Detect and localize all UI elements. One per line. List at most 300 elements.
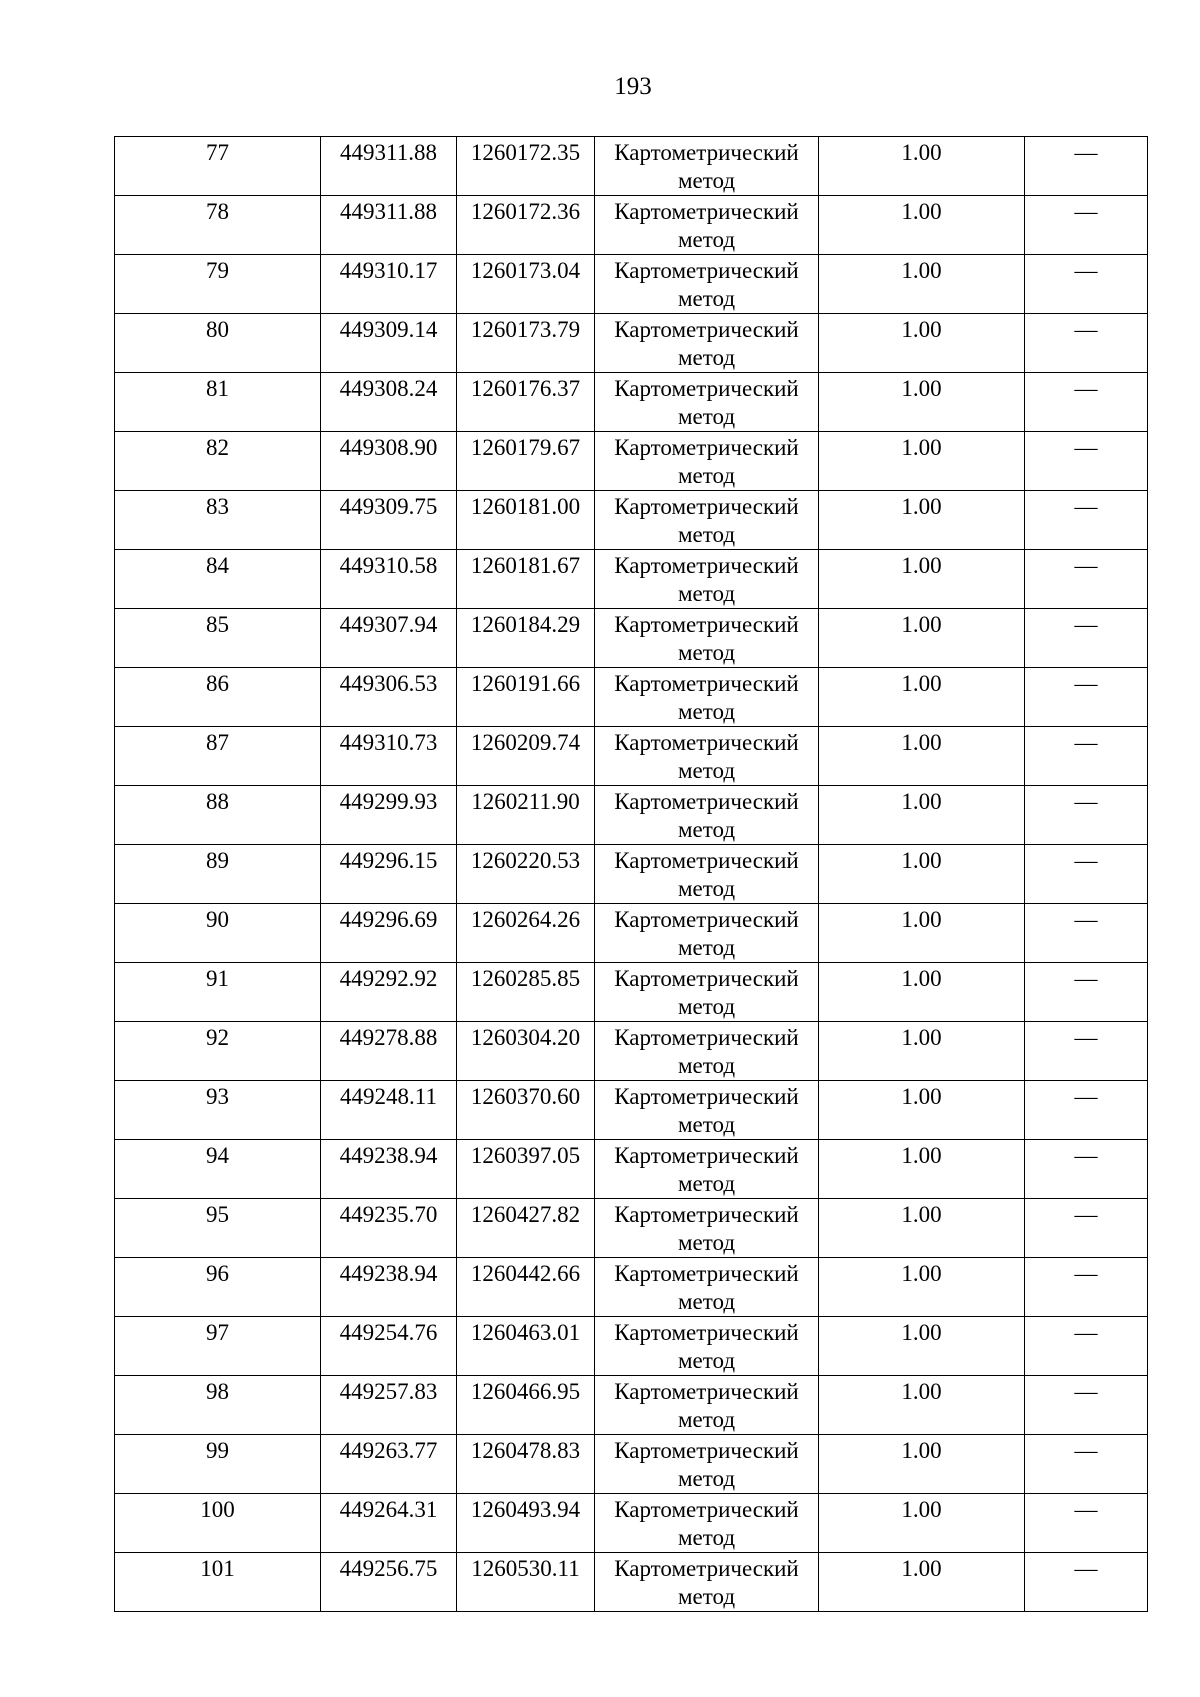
y-coordinate: 1260181.67 (470, 553, 581, 578)
description-cell (1025, 1494, 1148, 1553)
y-coordinate-cell (457, 609, 595, 668)
y-coordinate-cell (457, 373, 595, 432)
method-line-1: Картометрический (614, 671, 799, 696)
accuracy: 1.00 (901, 1202, 942, 1227)
x-coordinate: 449310.58 (339, 553, 438, 578)
y-coordinate: 1260466.95 (470, 1379, 581, 1404)
point-number: 92 (206, 1025, 229, 1050)
method-cell (595, 1553, 819, 1612)
x-coordinate-cell (321, 196, 457, 255)
y-coordinate: 1260209.74 (470, 730, 581, 755)
x-coordinate-cell (321, 786, 457, 845)
x-coordinate: 449310.17 (339, 258, 438, 283)
table-row (115, 845, 1148, 904)
method-line-2: метод (677, 227, 736, 252)
method-line-2: метод (677, 168, 736, 193)
point-number: 78 (206, 199, 229, 224)
accuracy: 1.00 (901, 376, 942, 401)
y-coordinate-cell (457, 1494, 595, 1553)
point-number: 96 (206, 1261, 229, 1286)
x-coordinate: 449238.94 (339, 1261, 438, 1286)
method-line-2: метод (677, 404, 736, 429)
y-coordinate: 1260173.04 (470, 258, 581, 283)
method-line-2: метод (677, 1171, 736, 1196)
x-coordinate: 449311.88 (340, 199, 437, 224)
y-coordinate-cell (457, 196, 595, 255)
accuracy: 1.00 (901, 1438, 942, 1463)
y-coordinate: 1260264.26 (470, 907, 581, 932)
x-coordinate: 449296.69 (339, 907, 438, 932)
x-coordinate-cell (321, 373, 457, 432)
x-coordinate: 449311.88 (340, 140, 437, 165)
method-line-2: метод (677, 758, 736, 783)
accuracy: 1.00 (901, 1025, 942, 1050)
table-row (115, 1199, 1148, 1258)
method-line-1: Картометрический (614, 1084, 799, 1109)
y-coordinate: 1260442.66 (470, 1261, 581, 1286)
method-cell (595, 550, 819, 609)
y-coordinate-cell (457, 137, 595, 196)
x-coordinate: 449256.75 (339, 1556, 438, 1581)
description-cell (1025, 314, 1148, 373)
x-coordinate: 449296.15 (339, 848, 438, 873)
x-coordinate: 449306.53 (339, 671, 438, 696)
accuracy-cell (819, 1199, 1025, 1258)
accuracy-cell (819, 1022, 1025, 1081)
accuracy-cell (819, 373, 1025, 432)
x-coordinate: 449310.73 (339, 730, 438, 755)
table-row (115, 550, 1148, 609)
point-number: 77 (206, 140, 229, 165)
accuracy-cell (819, 786, 1025, 845)
table-row (115, 1317, 1148, 1376)
point-number-cell (115, 1022, 321, 1081)
accuracy-cell (819, 1376, 1025, 1435)
point-number: 94 (206, 1143, 229, 1168)
description: — (1074, 494, 1098, 519)
x-coordinate-cell (321, 1199, 457, 1258)
description-cell (1025, 550, 1148, 609)
y-coordinate: 1260478.83 (470, 1438, 581, 1463)
y-coordinate-cell (457, 1435, 595, 1494)
point-number-cell (115, 1140, 321, 1199)
point-number-cell (115, 1199, 321, 1258)
x-coordinate: 449278.88 (339, 1025, 438, 1050)
accuracy: 1.00 (901, 199, 942, 224)
table-row (115, 255, 1148, 314)
method-cell (595, 373, 819, 432)
accuracy-cell (819, 904, 1025, 963)
method-cell (595, 1317, 819, 1376)
point-number: 84 (206, 553, 229, 578)
x-coordinate-cell (321, 904, 457, 963)
description: — (1074, 553, 1098, 578)
point-number: 79 (206, 258, 229, 283)
point-number-cell (115, 668, 321, 727)
x-coordinate-cell (321, 550, 457, 609)
method-cell (595, 1494, 819, 1553)
x-coordinate: 449308.90 (339, 435, 438, 460)
accuracy-cell (819, 432, 1025, 491)
point-number-cell (115, 727, 321, 786)
page-number: 193 (614, 73, 652, 100)
y-coordinate: 1260179.67 (470, 435, 581, 460)
point-number-cell (115, 314, 321, 373)
point-number-cell (115, 550, 321, 609)
point-number: 101 (200, 1556, 235, 1581)
point-number: 81 (206, 376, 229, 401)
point-number-cell (115, 137, 321, 196)
table-row (115, 1258, 1148, 1317)
method-line-2: метод (677, 1584, 736, 1609)
method-cell (595, 845, 819, 904)
method-cell (595, 904, 819, 963)
method-line-2: метод (677, 876, 736, 901)
description-cell (1025, 963, 1148, 1022)
method-cell (595, 609, 819, 668)
x-coordinate: 449292.92 (339, 966, 438, 991)
accuracy: 1.00 (901, 1261, 942, 1286)
description: — (1074, 258, 1098, 283)
accuracy: 1.00 (901, 1320, 942, 1345)
y-coordinate-cell (457, 1199, 595, 1258)
accuracy: 1.00 (901, 140, 942, 165)
method-line-2: метод (677, 1112, 736, 1137)
point-number: 88 (206, 789, 229, 814)
y-coordinate: 1260285.85 (470, 966, 581, 991)
coordinates-table-body (115, 137, 1148, 1612)
point-number-cell (115, 491, 321, 550)
description: — (1074, 199, 1098, 224)
accuracy: 1.00 (901, 258, 942, 283)
y-coordinate: 1260181.00 (470, 494, 581, 519)
y-coordinate: 1260176.37 (470, 376, 581, 401)
y-coordinate-cell (457, 314, 595, 373)
description: — (1074, 1261, 1098, 1286)
description-cell (1025, 786, 1148, 845)
method-line-2: метод (677, 1230, 736, 1255)
table-row (115, 314, 1148, 373)
point-number-cell (115, 373, 321, 432)
method-line-2: метод (677, 1525, 736, 1550)
x-coordinate-cell (321, 845, 457, 904)
x-coordinate-cell (321, 491, 457, 550)
accuracy-cell (819, 550, 1025, 609)
description-cell (1025, 845, 1148, 904)
table-row (115, 432, 1148, 491)
method-line-1: Картометрический (614, 1025, 799, 1050)
description-cell (1025, 668, 1148, 727)
y-coordinate-cell (457, 668, 595, 727)
point-number-cell (115, 196, 321, 255)
method-cell (595, 1022, 819, 1081)
point-number: 87 (206, 730, 229, 755)
accuracy: 1.00 (901, 317, 942, 342)
point-number-cell (115, 845, 321, 904)
x-coordinate: 449248.11 (340, 1084, 437, 1109)
point-number: 97 (206, 1320, 229, 1345)
method-line-1: Картометрический (614, 435, 799, 460)
y-coordinate: 1260191.66 (470, 671, 581, 696)
description: — (1074, 848, 1098, 873)
description-cell (1025, 1258, 1148, 1317)
method-cell (595, 314, 819, 373)
point-number-cell (115, 1081, 321, 1140)
method-line-2: метод (677, 286, 736, 311)
x-coordinate-cell (321, 668, 457, 727)
y-coordinate-cell (457, 255, 595, 314)
description-cell (1025, 1376, 1148, 1435)
y-coordinate-cell (457, 1258, 595, 1317)
point-number-cell (115, 963, 321, 1022)
table-row (115, 786, 1148, 845)
x-coordinate: 449299.93 (339, 789, 438, 814)
y-coordinate: 1260493.94 (470, 1497, 581, 1522)
description: — (1074, 1438, 1098, 1463)
point-number: 93 (206, 1084, 229, 1109)
method-line-2: метод (677, 1348, 736, 1373)
description: — (1074, 789, 1098, 814)
accuracy: 1.00 (901, 907, 942, 932)
table-row (115, 1435, 1148, 1494)
method-cell (595, 963, 819, 1022)
description: — (1074, 1202, 1098, 1227)
x-coordinate: 449238.94 (339, 1143, 438, 1168)
x-coordinate: 449308.24 (339, 376, 438, 401)
x-coordinate-cell (321, 727, 457, 786)
method-line-1: Картометрический (614, 1438, 799, 1463)
y-coordinate-cell (457, 432, 595, 491)
x-coordinate-cell (321, 1022, 457, 1081)
x-coordinate-cell (321, 314, 457, 373)
accuracy: 1.00 (901, 1143, 942, 1168)
point-number-cell (115, 1494, 321, 1553)
point-number-cell (115, 1553, 321, 1612)
accuracy: 1.00 (901, 848, 942, 873)
description-cell (1025, 727, 1148, 786)
accuracy-cell (819, 1140, 1025, 1199)
method-cell (595, 727, 819, 786)
x-coordinate: 449254.76 (339, 1320, 438, 1345)
method-cell (595, 255, 819, 314)
method-line-2: метод (677, 640, 736, 665)
accuracy-cell (819, 845, 1025, 904)
accuracy-cell (819, 137, 1025, 196)
table-row (115, 1376, 1148, 1435)
y-coordinate: 1260220.53 (470, 848, 581, 873)
x-coordinate: 449264.31 (339, 1497, 438, 1522)
y-coordinate-cell (457, 491, 595, 550)
accuracy: 1.00 (901, 730, 942, 755)
point-number-cell (115, 1376, 321, 1435)
table-row (115, 963, 1148, 1022)
accuracy: 1.00 (901, 789, 942, 814)
point-number-cell (115, 609, 321, 668)
description-cell (1025, 1081, 1148, 1140)
method-line-1: Картометрический (614, 494, 799, 519)
method-cell (595, 1140, 819, 1199)
table-row (115, 1553, 1148, 1612)
table-row (115, 1022, 1148, 1081)
point-number: 85 (206, 612, 229, 637)
method-cell (595, 137, 819, 196)
method-line-1: Картометрический (614, 1556, 799, 1581)
y-coordinate: 1260463.01 (470, 1320, 581, 1345)
description: — (1074, 671, 1098, 696)
method-line-1: Картометрический (614, 907, 799, 932)
description: — (1074, 730, 1098, 755)
method-line-2: метод (677, 522, 736, 547)
method-cell (595, 668, 819, 727)
table-row (115, 196, 1148, 255)
description-cell (1025, 196, 1148, 255)
y-coordinate-cell (457, 727, 595, 786)
description-cell (1025, 904, 1148, 963)
point-number-cell (115, 786, 321, 845)
method-line-1: Картометрический (614, 258, 799, 283)
method-line-1: Картометрический (614, 1143, 799, 1168)
y-coordinate-cell (457, 963, 595, 1022)
x-coordinate: 449309.14 (339, 317, 438, 342)
y-coordinate: 1260427.82 (470, 1202, 581, 1227)
method-line-1: Картометрический (614, 1202, 799, 1227)
table-row (115, 1494, 1148, 1553)
method-line-1: Картометрический (614, 1261, 799, 1286)
method-line-1: Картометрический (614, 789, 799, 814)
accuracy-cell (819, 1081, 1025, 1140)
method-line-1: Картометрический (614, 140, 799, 165)
table-row (115, 1081, 1148, 1140)
accuracy: 1.00 (901, 1497, 942, 1522)
x-coordinate-cell (321, 609, 457, 668)
point-number: 89 (206, 848, 229, 873)
method-cell (595, 1081, 819, 1140)
description-cell (1025, 1435, 1148, 1494)
y-coordinate-cell (457, 550, 595, 609)
accuracy: 1.00 (901, 553, 942, 578)
description-cell (1025, 1022, 1148, 1081)
accuracy-cell (819, 491, 1025, 550)
description: — (1074, 376, 1098, 401)
x-coordinate: 449309.75 (339, 494, 438, 519)
description-cell (1025, 137, 1148, 196)
accuracy-cell (819, 314, 1025, 373)
point-number-cell (115, 255, 321, 314)
x-coordinate-cell (321, 1258, 457, 1317)
x-coordinate-cell (321, 255, 457, 314)
method-cell (595, 1199, 819, 1258)
y-coordinate-cell (457, 904, 595, 963)
point-number: 90 (206, 907, 229, 932)
y-coordinate: 1260173.79 (470, 317, 581, 342)
accuracy: 1.00 (901, 435, 942, 460)
method-line-2: метод (677, 1053, 736, 1078)
table-row (115, 491, 1148, 550)
accuracy-cell (819, 1317, 1025, 1376)
y-coordinate: 1260184.29 (470, 612, 581, 637)
y-coordinate-cell (457, 1317, 595, 1376)
table-row (115, 1140, 1148, 1199)
method-line-1: Картометрический (614, 1379, 799, 1404)
x-coordinate: 449257.83 (339, 1379, 438, 1404)
method-line-1: Картометрический (614, 848, 799, 873)
table-row (115, 904, 1148, 963)
description: — (1074, 1084, 1098, 1109)
method-line-2: метод (677, 699, 736, 724)
table-row (115, 609, 1148, 668)
method-line-2: метод (677, 581, 736, 606)
x-coordinate-cell (321, 1494, 457, 1553)
description: — (1074, 435, 1098, 460)
description-cell (1025, 1553, 1148, 1612)
description-cell (1025, 491, 1148, 550)
method-line-1: Картометрический (614, 612, 799, 637)
accuracy-cell (819, 1435, 1025, 1494)
accuracy-cell (819, 255, 1025, 314)
y-coordinate: 1260304.20 (470, 1025, 581, 1050)
method-line-1: Картометрический (614, 376, 799, 401)
method-line-1: Картометрический (614, 730, 799, 755)
point-number-cell (115, 432, 321, 491)
point-number: 100 (200, 1497, 235, 1522)
accuracy-cell (819, 727, 1025, 786)
description-cell (1025, 373, 1148, 432)
x-coordinate: 449307.94 (339, 612, 438, 637)
y-coordinate-cell (457, 1022, 595, 1081)
accuracy: 1.00 (901, 1379, 942, 1404)
x-coordinate: 449235.70 (339, 1202, 438, 1227)
point-number: 82 (206, 435, 229, 460)
method-line-1: Картометрический (614, 966, 799, 991)
description-cell (1025, 609, 1148, 668)
x-coordinate-cell (321, 137, 457, 196)
table-row (115, 668, 1148, 727)
point-number-cell (115, 904, 321, 963)
description: — (1074, 1320, 1098, 1345)
description: — (1074, 1143, 1098, 1168)
x-coordinate-cell (321, 432, 457, 491)
method-line-1: Картометрический (614, 199, 799, 224)
accuracy-cell (819, 1258, 1025, 1317)
y-coordinate-cell (457, 845, 595, 904)
method-line-2: метод (677, 817, 736, 842)
method-line-1: Картометрический (614, 1320, 799, 1345)
method-line-2: метод (677, 1466, 736, 1491)
x-coordinate-cell (321, 1317, 457, 1376)
description-cell (1025, 432, 1148, 491)
accuracy-cell (819, 1494, 1025, 1553)
method-line-2: метод (677, 1289, 736, 1314)
method-cell (595, 1376, 819, 1435)
accuracy: 1.00 (901, 966, 942, 991)
y-coordinate: 1260370.60 (470, 1084, 581, 1109)
method-cell (595, 1258, 819, 1317)
coordinates-table (114, 136, 1148, 1612)
accuracy: 1.00 (901, 1556, 942, 1581)
description-cell (1025, 1317, 1148, 1376)
point-number: 86 (206, 671, 229, 696)
description: — (1074, 1379, 1098, 1404)
point-number: 99 (206, 1438, 229, 1463)
point-number-cell (115, 1258, 321, 1317)
point-number: 91 (206, 966, 229, 991)
description: — (1074, 907, 1098, 932)
method-line-2: метод (677, 345, 736, 370)
accuracy: 1.00 (901, 1084, 942, 1109)
description-cell (1025, 255, 1148, 314)
y-coordinate: 1260172.36 (470, 199, 581, 224)
y-coordinate: 1260530.11 (471, 1556, 580, 1581)
